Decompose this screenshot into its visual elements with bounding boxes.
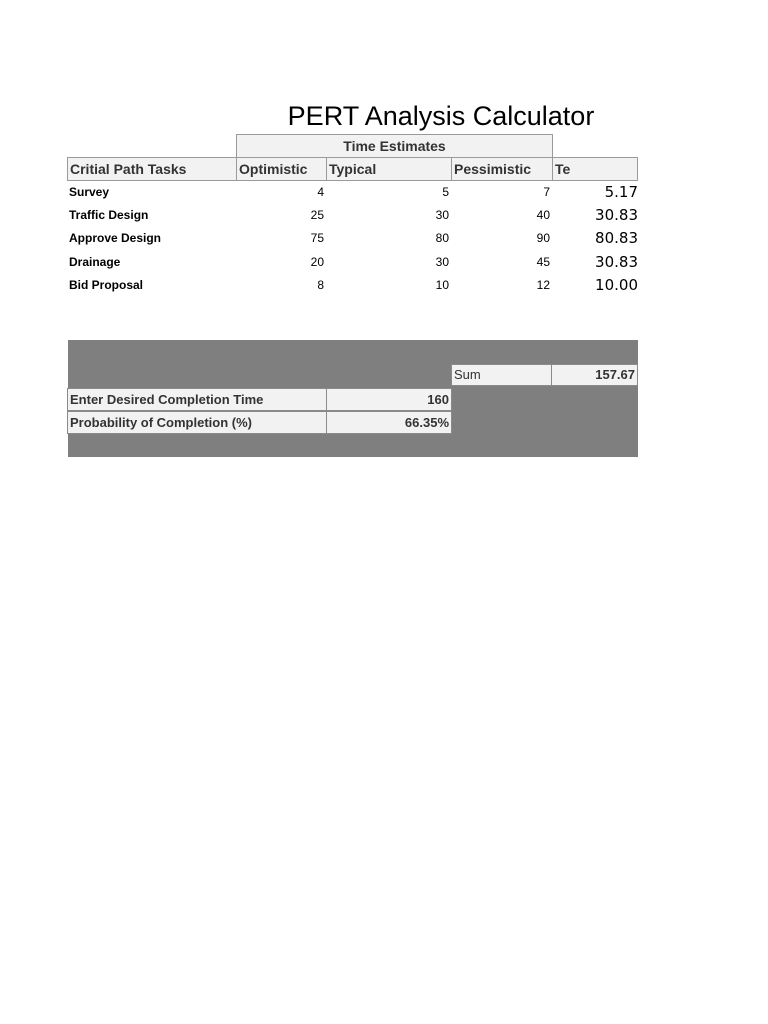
task-name: Approve Design xyxy=(69,231,162,246)
typical-cell[interactable]: 5 xyxy=(442,184,449,199)
table-row xyxy=(67,273,638,296)
typical-cell[interactable]: 30 xyxy=(435,254,449,269)
column-header-task: Critial Path Tasks xyxy=(67,158,236,180)
pessimistic-cell[interactable]: 7 xyxy=(543,184,550,199)
column-header-optimistic: Optimistic xyxy=(236,158,326,180)
task-table-body xyxy=(67,180,638,296)
task-name: Drainage xyxy=(69,254,121,269)
te-cell: 5.17 xyxy=(604,182,638,201)
te-cell: 30.83 xyxy=(595,205,638,224)
typical-cell[interactable]: 80 xyxy=(435,231,449,246)
typical-cell[interactable]: 30 xyxy=(435,207,449,222)
column-header-row xyxy=(67,157,638,181)
sum-value: 157.67 xyxy=(552,364,638,386)
pessimistic-cell[interactable]: 45 xyxy=(536,254,550,269)
time-estimates-header: Time Estimates xyxy=(236,134,553,158)
optimistic-cell[interactable]: 25 xyxy=(310,207,324,222)
column-header-typical: Typical xyxy=(326,158,451,180)
te-cell: 10.00 xyxy=(595,275,638,294)
optimistic-cell[interactable]: 8 xyxy=(317,277,324,292)
column-header-pessimistic: Pessimistic xyxy=(451,158,552,180)
desired-completion-input[interactable]: 160 xyxy=(326,388,452,411)
te-cell: 80.83 xyxy=(595,229,638,248)
table-row xyxy=(67,227,638,250)
task-name: Bid Proposal xyxy=(69,277,144,292)
table-row xyxy=(67,203,638,226)
task-name: Survey xyxy=(69,184,110,199)
table-row xyxy=(67,250,638,273)
pessimistic-cell[interactable]: 12 xyxy=(536,277,550,292)
sum-label: Sum xyxy=(451,364,552,386)
probability-label: Probability of Completion (%) xyxy=(67,411,327,434)
optimistic-cell[interactable]: 4 xyxy=(317,184,324,199)
optimistic-cell[interactable]: 20 xyxy=(310,254,324,269)
page-title: PERT Analysis Calculator xyxy=(287,101,595,131)
desired-completion-label: Enter Desired Completion Time xyxy=(67,388,327,411)
column-header-te: Te xyxy=(552,158,638,180)
probability-value: 66.35% xyxy=(326,411,452,434)
te-cell: 30.83 xyxy=(595,252,638,271)
task-name: Traffic Design xyxy=(69,207,149,222)
pessimistic-cell[interactable]: 40 xyxy=(536,207,550,222)
typical-cell[interactable]: 10 xyxy=(435,277,449,292)
pessimistic-cell[interactable]: 90 xyxy=(536,231,550,246)
table-row xyxy=(67,180,638,203)
optimistic-cell[interactable]: 75 xyxy=(310,231,324,246)
